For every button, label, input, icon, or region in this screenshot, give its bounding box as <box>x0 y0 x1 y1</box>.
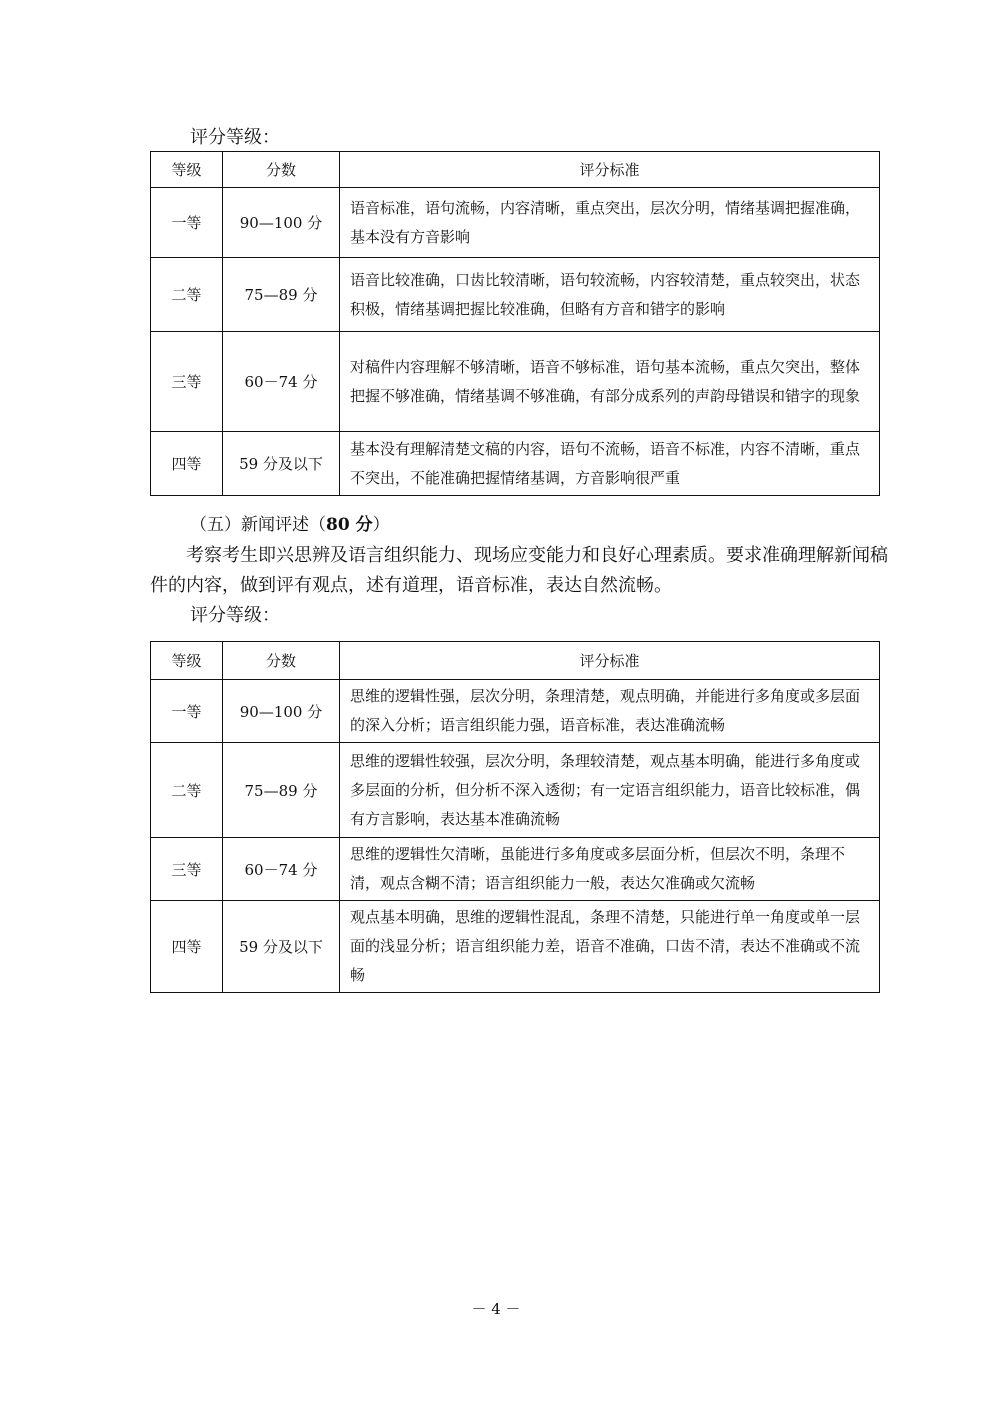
section-heading <box>190 513 390 537</box>
row-score: 60－74 分 <box>223 838 340 901</box>
header-criteria: 评分标准 <box>340 152 880 188</box>
row-level: 一等 <box>151 680 223 743</box>
section-heading-points: 80 分 <box>326 515 373 535</box>
grading-label-1: 评分等级： <box>190 127 280 148</box>
page-number: － 4 － <box>471 1300 521 1318</box>
row-criteria: 对稿件内容理解不够清晰，语音不够标准，语句基本流畅，重点欠突出，整体把握不够准确，情绪基调不够准确，有部分成系列的声韵母错误和错字的现象 <box>340 332 880 432</box>
row-criteria: 思维的逻辑性较强，层次分明，条理较清楚，观点基本明确，能进行多角度或多层面的分析，但分析不深入透彻；有一定语言组织能力，语音比较标准，偶有方言影响，表达基本准确流畅 <box>340 743 880 838</box>
row-score: 75—89 分 <box>223 258 340 332</box>
table-row <box>151 332 880 432</box>
row-score: 59 分及以下 <box>223 432 340 496</box>
row-criteria: 基本没有理解清楚文稿的内容，语句不流畅，语音不标准，内容不清晰，重点不突出，不能准确把握情绪基调，方音影响很严重 <box>340 432 880 496</box>
header-score: 分数 <box>223 642 340 680</box>
table-header-row <box>151 642 880 680</box>
header-level: 等级 <box>151 642 223 680</box>
table-row <box>151 680 880 743</box>
row-level: 三等 <box>151 838 223 901</box>
table-header-row <box>151 152 880 188</box>
row-score: 60－74 分 <box>223 332 340 432</box>
row-criteria: 思维的逻辑性欠清晰，虽能进行多角度或多层面分析，但层次不明，条理不清，观点含糊不清；语言组织能力一般，表达欠准确或欠流畅 <box>340 838 880 901</box>
table-row <box>151 901 880 993</box>
row-level: 一等 <box>151 188 223 258</box>
row-score: 90—100 分 <box>223 188 340 258</box>
grading-label-2: 评分等级： <box>190 605 280 626</box>
row-level: 四等 <box>151 432 223 496</box>
table-row <box>151 432 880 496</box>
header-criteria: 评分标准 <box>340 642 880 680</box>
section-heading-suffix: ） <box>372 515 390 535</box>
row-level: 二等 <box>151 258 223 332</box>
row-score: 59 分及以下 <box>223 901 340 993</box>
grading-table-2 <box>150 641 880 993</box>
section-heading-prefix: （五）新闻评述（ <box>190 515 326 535</box>
row-criteria: 语音标准，语句流畅，内容清晰，重点突出，层次分明，情绪基调把握准确，基本没有方音影响 <box>340 188 880 258</box>
header-level: 等级 <box>151 152 223 188</box>
table-row <box>151 188 880 258</box>
grading-table-1 <box>150 151 880 496</box>
header-score: 分数 <box>223 152 340 188</box>
row-score: 90—100 分 <box>223 680 340 743</box>
table-row <box>151 743 880 838</box>
row-criteria: 思维的逻辑性强，层次分明，条理清楚，观点明确，并能进行多角度或多层面的深入分析；语言组织能力强，语音标准，表达准确流畅 <box>340 680 880 743</box>
row-criteria: 语音比较准确，口齿比较清晰，语句较流畅，内容较清楚，重点较突出，状态积极，情绪基调把握比较准确，但略有方音和错字的影响 <box>340 258 880 332</box>
row-level: 二等 <box>151 743 223 838</box>
table-row <box>151 838 880 901</box>
section-description: 考察考生即兴思辨及语言组织能力、现场应变能力和良好心理素质。要求准确理解新闻稿件的内容，做到评有观点，述有道理，语音标准，表达自然流畅。 <box>150 545 888 596</box>
row-level: 三等 <box>151 332 223 432</box>
row-level: 四等 <box>151 901 223 993</box>
row-score: 75—89 分 <box>223 743 340 838</box>
row-criteria: 观点基本明确，思维的逻辑性混乱，条理不清楚，只能进行单一角度或单一层面的浅显分析；语言组织能力差，语音不准确，口齿不清，表达不准确或不流畅 <box>340 901 880 993</box>
table-row <box>151 258 880 332</box>
